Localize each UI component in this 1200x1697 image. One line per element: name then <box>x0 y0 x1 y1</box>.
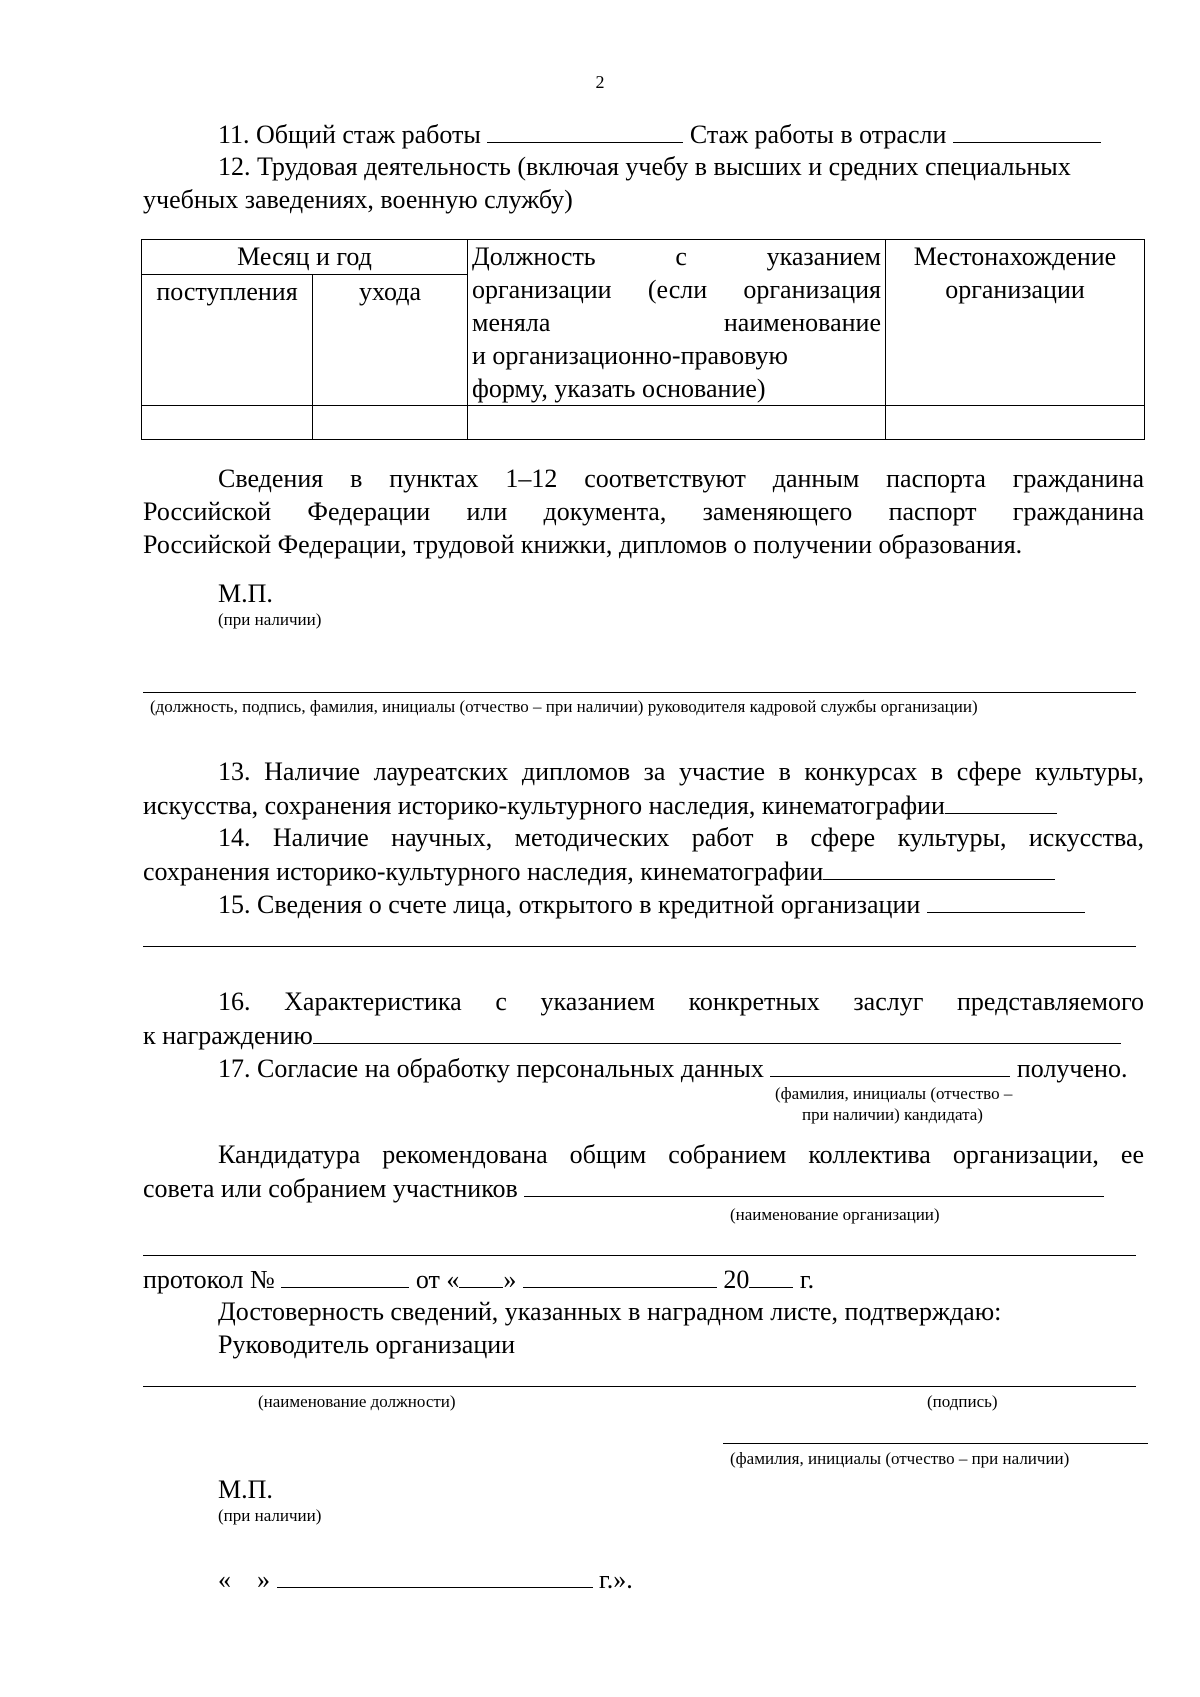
item-13-line2: искусства, сохранения историко-культурного наследия, кинематографии <box>143 788 1057 822</box>
info-line3: Российской Федерации, трудовой книжки, дипломов о получении образования. <box>143 530 1023 559</box>
item-13-line1: 13. Наличие лауреатских дипломов за участие в конкурсах в сфере культуры, <box>218 757 1144 786</box>
date-line: « » г.». <box>218 1562 633 1596</box>
hr-signature-caption: (должность, подпись, фамилия, инициалы (отчество – при наличии) руководителя кадровой службы организации) <box>150 697 978 716</box>
protocol-year-field[interactable] <box>749 1262 793 1288</box>
organization-name-field[interactable] <box>524 1171 1104 1197</box>
stamp2-note: (при наличии) <box>218 1506 322 1525</box>
total-experience-field[interactable] <box>487 117 683 143</box>
stamp-mp: М.П. <box>218 579 273 608</box>
item-13-field[interactable] <box>945 788 1057 814</box>
position-cell[interactable] <box>468 406 886 440</box>
stamp-note: (при наличии) <box>218 610 322 629</box>
work-history-table <box>141 239 1145 440</box>
item-12-line1: 12. Трудовая деятельность (включая учебу в высших и средних специальных <box>218 152 1071 181</box>
position-caption: (наименование должности) <box>258 1392 456 1411</box>
protocol-number-field[interactable] <box>281 1262 409 1288</box>
total-experience-label: 11. Общий стаж работы <box>218 120 481 149</box>
item-16-field[interactable] <box>313 1018 1121 1044</box>
item-15-continuation-line[interactable] <box>143 946 1136 947</box>
organization-continuation-line[interactable] <box>143 1255 1136 1256</box>
confirm-line2: Руководитель организации <box>218 1330 516 1359</box>
item-14-line2: сохранения историко-культурного наследия, кинематографии <box>143 854 1055 888</box>
end-cell[interactable] <box>313 406 468 440</box>
start-cell[interactable] <box>142 406 313 440</box>
date-field[interactable] <box>277 1562 593 1588</box>
item-16-line2: к награждению <box>143 1018 1121 1052</box>
protocol-month-field[interactable] <box>523 1262 717 1288</box>
item-12-line2: учебных заведениях, военную службу) <box>143 185 573 214</box>
industry-experience-field[interactable] <box>953 117 1101 143</box>
item-17-caption2: при наличии) кандидата) <box>802 1105 983 1124</box>
item-15-field[interactable] <box>927 887 1085 913</box>
signature-caption: (подпись) <box>927 1392 998 1411</box>
item-14-line1: 14. Наличие научных, методических работ в сфере культуры, искусства, <box>218 823 1144 852</box>
recommend-line1: Кандидатура рекомендована общим собранием коллектива организации, ее <box>218 1140 1144 1169</box>
recommend-line2: совета или собранием участников <box>143 1171 1104 1205</box>
item-15-line1: 15. Сведения о счете лица, открытого в кредитной организации <box>218 887 1085 921</box>
item-16-line1: 16. Характеристика с указанием конкретных заслуг представляемого <box>218 987 1144 1016</box>
item-14-field[interactable] <box>823 854 1055 880</box>
industry-experience-label: Стаж работы в отрасли <box>689 120 947 149</box>
position-header: Должность с указанием организации (если организация меняла наименование и организационно-правовую форму, указать основание) <box>468 240 886 406</box>
candidate-name-field[interactable] <box>770 1051 1010 1077</box>
confirm-line1: Достоверность сведений, указанных в наградном листе, подтверждаю: <box>218 1297 1002 1326</box>
info-line1: Сведения в пунктах 1–12 соответствуют данным паспорта гражданина <box>218 464 1144 493</box>
item-17-caption1: (фамилия, инициалы (отчество – <box>775 1084 1013 1103</box>
end-header: ухода <box>313 275 468 406</box>
start-header: поступления <box>142 275 313 406</box>
item-17-line1: 17. Согласие на обработку персональных данных получено. <box>218 1051 1127 1085</box>
page-number: 2 <box>595 72 605 92</box>
info-line2: Российской Федерации или документа, заменяющего паспорт гражданина <box>143 497 1144 526</box>
month-year-header: Месяц и год <box>142 240 468 275</box>
stamp2-mp: М.П. <box>218 1475 273 1504</box>
protocol-day-field[interactable] <box>459 1262 503 1288</box>
location-header: Местонахождение организации <box>886 240 1145 406</box>
protocol-line: протокол № от « » 20 г. <box>143 1262 814 1296</box>
head-name-caption: (фамилия, инициалы (отчество – при наличии) <box>730 1449 1070 1468</box>
head-name-line[interactable] <box>723 1443 1148 1444</box>
head-signature-line[interactable] <box>143 1386 1136 1387</box>
item-11 <box>218 117 1101 151</box>
hr-signature-line[interactable] <box>143 692 1136 693</box>
organization-name-caption: (наименование организации) <box>730 1205 940 1224</box>
location-cell[interactable] <box>886 406 1145 440</box>
